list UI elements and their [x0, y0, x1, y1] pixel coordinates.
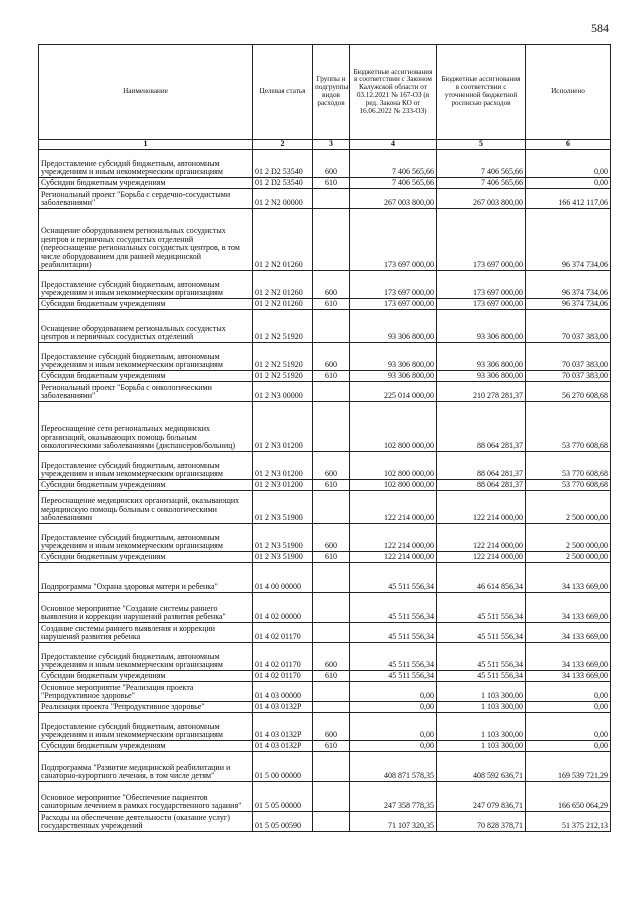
row-law-allocation: 247 358 778,35 [350, 782, 437, 812]
row-law-allocation: 0,00 [350, 713, 437, 741]
row-name: Реализация проекта "Репродуктивное здоровье" [39, 702, 253, 713]
row-law-allocation: 0,00 [350, 702, 437, 713]
row-name: Субсидии бюджетным учреждениям [39, 178, 253, 189]
row-revised-allocation: 88 064 281,37 [437, 480, 526, 491]
row-expense-group: 610 [313, 299, 350, 310]
row-executed: 34 133 669,00 [526, 623, 611, 643]
table-row [39, 452, 611, 480]
row-law-allocation: 45 511 556,34 [350, 623, 437, 643]
row-revised-allocation: 173 697 000,00 [437, 299, 526, 310]
row-revised-allocation: 1 103 300,00 [437, 741, 526, 752]
row-expense-group: 610 [313, 178, 350, 189]
row-law-allocation: 102 800 000,00 [350, 452, 437, 480]
column-number: 2 [253, 140, 313, 150]
row-executed: 96 374 734,06 [526, 299, 611, 310]
row-target-article: 01 2 N3 51900 [253, 552, 313, 563]
row-name: Оснащение оборудованием региональных сосудистых центров и первичных сосудистых отделений (переоснащение региональных сосудистых центров, в том числе оборудованием для ранней медицинской реабилитации) [39, 209, 253, 271]
row-target-article: 01 2 D2 53540 [253, 178, 313, 189]
row-executed: 2 500 000,00 [526, 491, 611, 524]
row-expense-group [313, 402, 350, 452]
row-revised-allocation: 93 306 800,00 [437, 310, 526, 343]
row-executed: 70 037 383,00 [526, 371, 611, 382]
row-law-allocation: 93 306 800,00 [350, 343, 437, 371]
row-expense-group: 600 [313, 643, 350, 671]
row-revised-allocation: 88 064 281,37 [437, 402, 526, 452]
row-revised-allocation: 173 697 000,00 [437, 209, 526, 271]
row-name: Предоставление субсидий бюджетным, автономным учреждениям и иным некоммерческим организациям [39, 271, 253, 299]
row-revised-allocation: 1 103 300,00 [437, 713, 526, 741]
header-law-allocations: Бюджетные ассигнования в соответствии с Законом Калужской области от 03.12.2021 № 167-ОЗ (в ред. Закона КО от 16.06.2022 № 233-ОЗ) [350, 45, 437, 140]
row-name: Предоставление субсидий бюджетным, автономным учреждениям и иным некоммерческим организациям [39, 452, 253, 480]
table-row [39, 682, 611, 702]
row-target-article: 01 4 03 0132P [253, 713, 313, 741]
row-revised-allocation: 7 406 565,66 [437, 150, 526, 178]
row-revised-allocation: 408 592 636,71 [437, 752, 526, 782]
table-row [39, 812, 611, 832]
row-law-allocation: 408 871 578,35 [350, 752, 437, 782]
row-law-allocation: 173 697 000,00 [350, 299, 437, 310]
row-revised-allocation: 7 406 565,66 [437, 178, 526, 189]
row-expense-group [313, 491, 350, 524]
row-executed: 166 412 117,06 [526, 189, 611, 209]
row-revised-allocation: 1 103 300,00 [437, 702, 526, 713]
column-number: 5 [437, 140, 526, 150]
row-name: Основное мероприятие "Обеспечение пациентов санаторным лечением в рамках государственного задания" [39, 782, 253, 812]
table-row [39, 563, 611, 593]
row-law-allocation: 7 406 565,66 [350, 178, 437, 189]
column-number: 1 [39, 140, 253, 150]
row-executed: 2 500 000,00 [526, 524, 611, 552]
row-name: Создание системы раннего выявления и коррекции нарушений развития ребенка [39, 623, 253, 643]
row-law-allocation: 122 214 000,00 [350, 491, 437, 524]
row-target-article: 01 5 00 00000 [253, 752, 313, 782]
row-executed: 34 133 669,00 [526, 563, 611, 593]
row-name: Предоставление субсидий бюджетным, автономным учреждениям и иным некоммерческим организациям [39, 150, 253, 178]
row-target-article: 01 4 03 00000 [253, 682, 313, 702]
header-row [39, 45, 611, 140]
row-target-article: 01 4 02 01170 [253, 623, 313, 643]
header-executed: Исполнено [526, 45, 611, 140]
row-law-allocation: 173 697 000,00 [350, 271, 437, 299]
row-revised-allocation: 45 511 556,34 [437, 671, 526, 682]
row-name: Оснащение оборудованием региональных сосудистых центров и первичных сосудистых отделений [39, 310, 253, 343]
table-row [39, 209, 611, 271]
row-revised-allocation: 70 828 378,71 [437, 812, 526, 832]
table-row [39, 671, 611, 682]
table-row [39, 178, 611, 189]
row-target-article: 01 4 02 00000 [253, 593, 313, 623]
row-target-article: 01 2 N2 51920 [253, 343, 313, 371]
row-law-allocation: 45 511 556,34 [350, 643, 437, 671]
row-revised-allocation: 46 614 856,34 [437, 563, 526, 593]
row-law-allocation: 93 306 800,00 [350, 371, 437, 382]
row-executed: 0,00 [526, 178, 611, 189]
row-revised-allocation: 173 697 000,00 [437, 271, 526, 299]
row-executed: 2 500 000,00 [526, 552, 611, 563]
row-expense-group [313, 682, 350, 702]
table-row [39, 643, 611, 671]
row-law-allocation: 45 511 556,34 [350, 593, 437, 623]
row-executed: 166 650 064,29 [526, 782, 611, 812]
row-expense-group: 600 [313, 150, 350, 178]
row-name: Основное мероприятие "Реализация проекта "Репродуктивное здоровье" [39, 682, 253, 702]
row-executed: 96 374 734,06 [526, 209, 611, 271]
row-target-article: 01 2 N3 00000 [253, 382, 313, 402]
table-row [39, 782, 611, 812]
row-law-allocation: 225 014 000,00 [350, 382, 437, 402]
row-name: Региональный проект "Борьба с сердечно-сосудистыми заболеваниями" [39, 189, 253, 209]
row-expense-group [313, 593, 350, 623]
table-row [39, 382, 611, 402]
row-expense-group [313, 563, 350, 593]
table-row [39, 713, 611, 741]
row-revised-allocation: 45 511 556,34 [437, 643, 526, 671]
table-row [39, 343, 611, 371]
row-executed: 0,00 [526, 713, 611, 741]
row-name: Подпрограмма "Охрана здоровья матери и ребенка" [39, 563, 253, 593]
row-target-article: 01 4 02 01170 [253, 671, 313, 682]
row-name: Основное мероприятие "Создание системы раннего выявления и коррекции нарушений развития ребенка" [39, 593, 253, 623]
row-expense-group: 600 [313, 524, 350, 552]
header-code: Целевая статья [253, 45, 313, 140]
row-target-article: 01 4 00 00000 [253, 563, 313, 593]
row-name: Субсидии бюджетным учреждениям [39, 671, 253, 682]
row-expense-group [313, 782, 350, 812]
row-revised-allocation: 45 511 556,34 [437, 593, 526, 623]
row-revised-allocation: 122 214 000,00 [437, 552, 526, 563]
row-name: Субсидии бюджетным учреждениям [39, 371, 253, 382]
row-law-allocation: 7 406 565,66 [350, 150, 437, 178]
row-expense-group: 600 [313, 343, 350, 371]
row-expense-group [313, 310, 350, 343]
row-expense-group [313, 752, 350, 782]
row-revised-allocation: 247 079 836,71 [437, 782, 526, 812]
row-name: Расходы на обеспечение деятельности (оказание услуг) государственных учреждений [39, 812, 253, 832]
row-executed: 0,00 [526, 702, 611, 713]
table-row [39, 702, 611, 713]
table-row [39, 299, 611, 310]
row-revised-allocation: 122 214 000,00 [437, 524, 526, 552]
row-target-article: 01 2 N3 51900 [253, 491, 313, 524]
row-law-allocation: 122 214 000,00 [350, 552, 437, 563]
row-law-allocation: 0,00 [350, 682, 437, 702]
column-number: 6 [526, 140, 611, 150]
row-target-article: 01 2 N3 51900 [253, 524, 313, 552]
row-executed: 56 270 608,68 [526, 382, 611, 402]
row-executed: 53 770 608,68 [526, 402, 611, 452]
row-target-article: 01 2 N2 00000 [253, 189, 313, 209]
row-revised-allocation: 1 103 300,00 [437, 682, 526, 702]
row-name: Субсидии бюджетным учреждениям [39, 552, 253, 563]
table-row [39, 371, 611, 382]
row-revised-allocation: 210 278 281,37 [437, 382, 526, 402]
row-executed: 34 133 669,00 [526, 671, 611, 682]
row-executed: 70 037 383,00 [526, 343, 611, 371]
table-row [39, 189, 611, 209]
row-name: Субсидии бюджетным учреждениям [39, 299, 253, 310]
row-revised-allocation: 267 003 800,00 [437, 189, 526, 209]
row-law-allocation: 45 511 556,34 [350, 671, 437, 682]
row-name: Субсидии бюджетным учреждениям [39, 741, 253, 752]
row-target-article: 01 2 N2 51920 [253, 310, 313, 343]
table-row [39, 552, 611, 563]
row-expense-group: 610 [313, 371, 350, 382]
row-target-article: 01 4 02 01170 [253, 643, 313, 671]
row-revised-allocation: 88 064 281,37 [437, 452, 526, 480]
row-revised-allocation: 45 511 556,34 [437, 623, 526, 643]
row-expense-group [313, 812, 350, 832]
row-expense-group: 600 [313, 271, 350, 299]
budget-table [38, 44, 611, 832]
row-executed: 169 539 721,29 [526, 752, 611, 782]
row-target-article: 01 4 03 0132P [253, 741, 313, 752]
row-executed: 34 133 669,00 [526, 593, 611, 623]
row-expense-group: 600 [313, 452, 350, 480]
row-executed: 34 133 669,00 [526, 643, 611, 671]
table-row [39, 593, 611, 623]
row-expense-group: 610 [313, 480, 350, 491]
row-law-allocation: 0,00 [350, 741, 437, 752]
row-name: Предоставление субсидий бюджетным, автономным учреждениям и иным некоммерческим организациям [39, 713, 253, 741]
row-law-allocation: 267 003 800,00 [350, 189, 437, 209]
row-revised-allocation: 93 306 800,00 [437, 371, 526, 382]
row-executed: 70 037 383,00 [526, 310, 611, 343]
table-row [39, 741, 611, 752]
row-law-allocation: 122 214 000,00 [350, 524, 437, 552]
column-number: 4 [350, 140, 437, 150]
table-row [39, 480, 611, 491]
row-expense-group [313, 189, 350, 209]
row-law-allocation: 173 697 000,00 [350, 209, 437, 271]
table-row [39, 752, 611, 782]
row-executed: 0,00 [526, 682, 611, 702]
table-row [39, 271, 611, 299]
row-expense-group [313, 702, 350, 713]
row-executed: 53 770 608,68 [526, 452, 611, 480]
table-row [39, 491, 611, 524]
table-row [39, 524, 611, 552]
row-executed: 51 375 212,13 [526, 812, 611, 832]
row-expense-group [313, 209, 350, 271]
header-group: Группы и подгруппы видов расходов [313, 45, 350, 140]
row-target-article: 01 2 N2 01260 [253, 209, 313, 271]
row-expense-group: 600 [313, 713, 350, 741]
column-number-row [39, 140, 611, 150]
row-target-article: 01 2 N3 01200 [253, 402, 313, 452]
row-target-article: 01 2 N3 01200 [253, 452, 313, 480]
row-executed: 0,00 [526, 150, 611, 178]
row-target-article: 01 5 05 00590 [253, 812, 313, 832]
row-expense-group: 610 [313, 741, 350, 752]
table-row [39, 402, 611, 452]
row-name: Подпрограмма "Развитие медицинской реабилитации и санаторно-курортного лечения, в том числе детям" [39, 752, 253, 782]
row-revised-allocation: 93 306 800,00 [437, 343, 526, 371]
row-executed: 53 770 608,68 [526, 480, 611, 491]
row-target-article: 01 2 N2 01260 [253, 271, 313, 299]
table-row [39, 310, 611, 343]
row-target-article: 01 4 03 0132P [253, 702, 313, 713]
row-target-article: 01 2 N2 01260 [253, 299, 313, 310]
row-name: Региональный проект "Борьба с онкологическими заболеваниями" [39, 382, 253, 402]
row-executed: 96 374 734,06 [526, 271, 611, 299]
row-revised-allocation: 122 214 000,00 [437, 491, 526, 524]
row-expense-group [313, 623, 350, 643]
header-revised-allocations: Бюджетные ассигнования в соответствии с уточненной бюджетной росписью расходов [437, 45, 526, 140]
row-target-article: 01 2 D2 53540 [253, 150, 313, 178]
table-row [39, 150, 611, 178]
header-name: Наименование [39, 45, 253, 140]
row-name: Предоставление субсидий бюджетным, автономным учреждениям и иным некоммерческим организациям [39, 643, 253, 671]
row-expense-group [313, 382, 350, 402]
row-law-allocation: 93 306 800,00 [350, 310, 437, 343]
row-name: Предоставление субсидий бюджетным, автономным учреждениям и иным некоммерческим организациям [39, 524, 253, 552]
row-law-allocation: 45 511 556,34 [350, 563, 437, 593]
row-law-allocation: 102 800 000,00 [350, 480, 437, 491]
row-name: Переоснащение сети региональных медицинских организаций, оказывающих помощь больным онкологическими заболеваниями (диспансеров/больниц) [39, 402, 253, 452]
row-expense-group: 610 [313, 552, 350, 563]
row-name: Субсидии бюджетным учреждениям [39, 480, 253, 491]
row-name: Переоснащение медицинских организаций, оказывающих медицинскую помощь больным с онкологическими заболеваниями [39, 491, 253, 524]
row-executed: 0,00 [526, 741, 611, 752]
row-expense-group: 610 [313, 671, 350, 682]
column-number: 3 [313, 140, 350, 150]
row-name: Предоставление субсидий бюджетным, автономным учреждениям и иным некоммерческим организациям [39, 343, 253, 371]
row-target-article: 01 2 N3 01200 [253, 480, 313, 491]
row-law-allocation: 71 107 320,35 [350, 812, 437, 832]
row-target-article: 01 2 N2 51920 [253, 371, 313, 382]
page-number: 584 [591, 21, 609, 35]
table-row [39, 623, 611, 643]
row-target-article: 01 5 05 00000 [253, 782, 313, 812]
row-law-allocation: 102 800 000,00 [350, 402, 437, 452]
